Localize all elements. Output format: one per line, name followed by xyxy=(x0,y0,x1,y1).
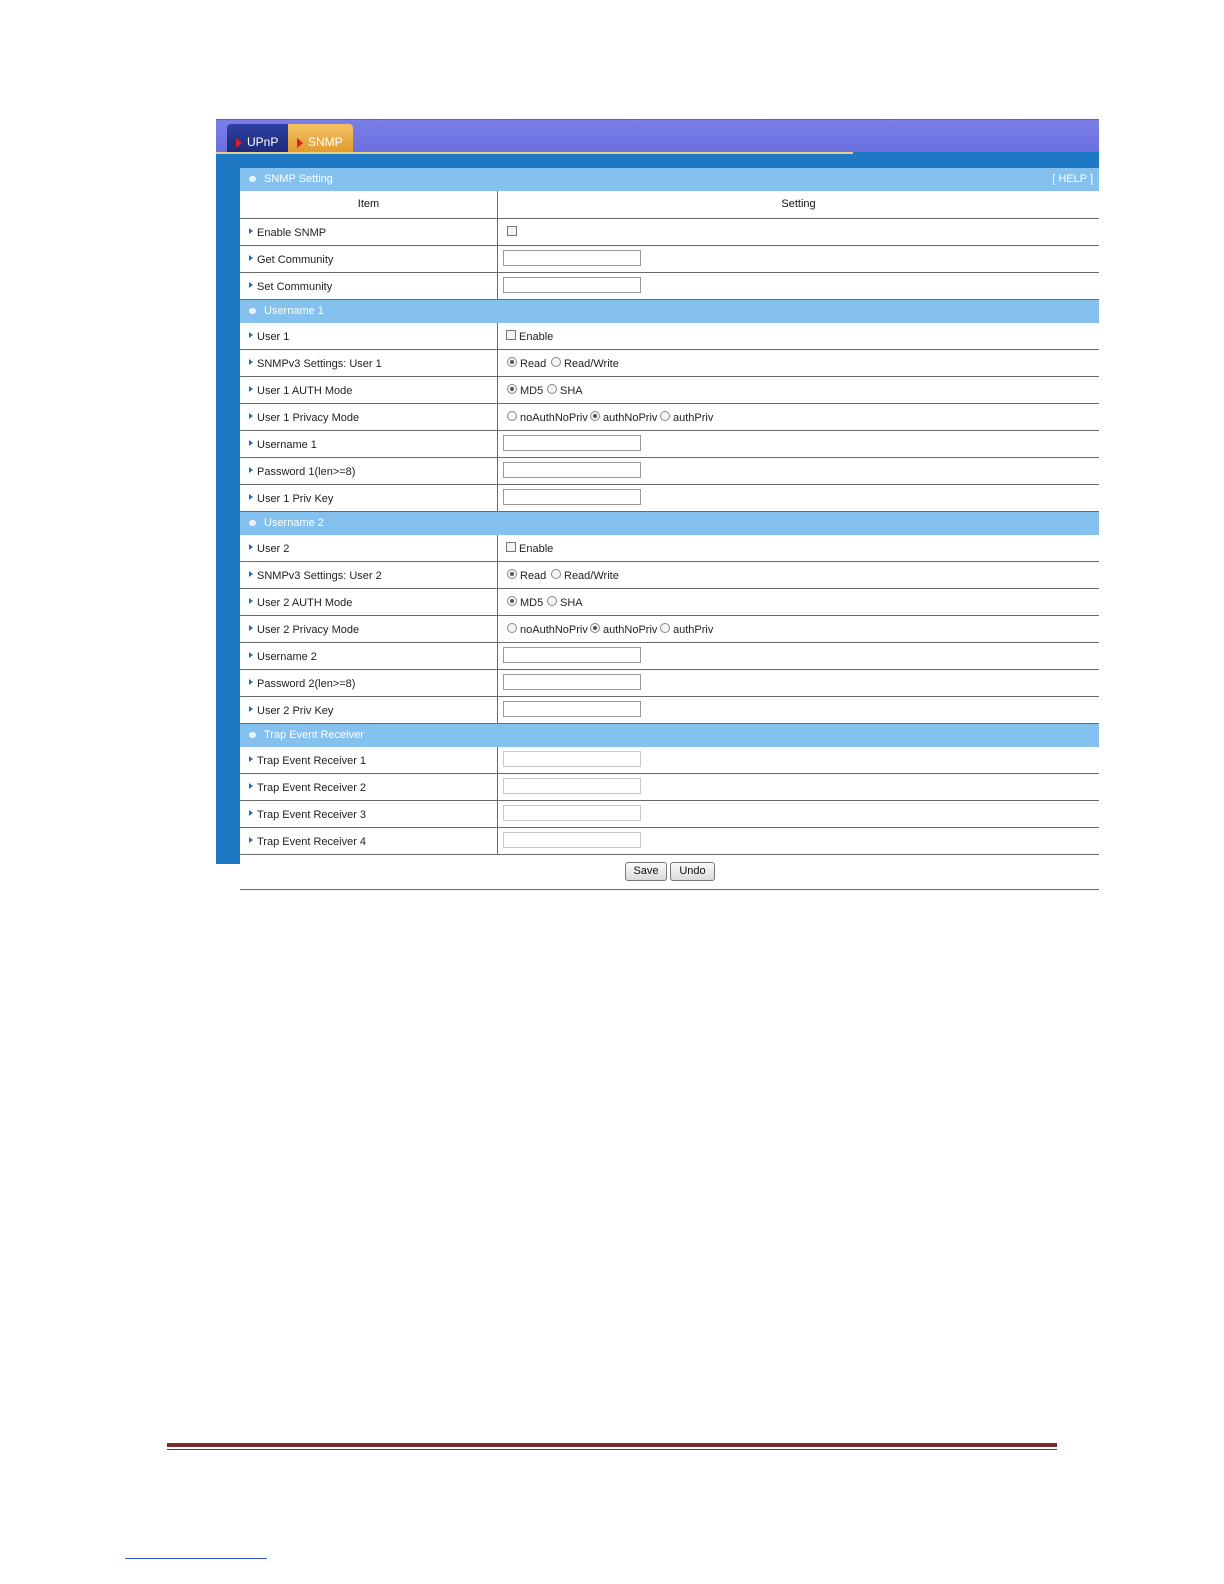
section-trap-event-receiver xyxy=(240,724,1099,747)
row-label: User 2 Privacy Mode xyxy=(257,624,360,636)
row-arrow-icon xyxy=(249,810,253,816)
radio-label: SHA xyxy=(560,597,583,609)
user-1-privkey-input[interactable] xyxy=(503,489,641,505)
row-arrow-icon xyxy=(249,282,253,288)
row-arrow-icon xyxy=(249,386,253,392)
row-arrow-icon xyxy=(249,625,253,631)
row-arrow-icon xyxy=(249,598,253,604)
user-1-authnopriv-radio[interactable] xyxy=(590,411,600,421)
user-1-sha-radio[interactable] xyxy=(547,384,557,394)
get-community-input[interactable] xyxy=(503,250,641,266)
row-arrow-icon xyxy=(249,706,253,712)
user-2-md5-radio[interactable] xyxy=(507,596,517,606)
username-1-input[interactable] xyxy=(503,435,641,451)
row-arrow-icon xyxy=(249,255,253,261)
header-strip xyxy=(216,152,1099,168)
footer-rule xyxy=(167,1443,1057,1447)
row-arrow-icon xyxy=(249,783,253,789)
row-trap-receiver-2 xyxy=(240,774,1099,801)
row-label: Password 2(len>=8) xyxy=(257,678,356,690)
row-label: SNMPv3 Settings: User 1 xyxy=(257,358,382,370)
tab-arrow-icon xyxy=(236,138,242,148)
section-title: Username 1 xyxy=(264,305,324,317)
radio-label: Read xyxy=(520,570,547,582)
tab-snmp-label: SNMP xyxy=(308,135,343,149)
row-username-2 xyxy=(240,643,1099,670)
radio-label: MD5 xyxy=(520,385,544,397)
row-user-2-access xyxy=(240,562,1099,589)
user-2-authpriv-radio[interactable] xyxy=(660,623,670,633)
section-title: SNMP Setting xyxy=(264,173,333,185)
username-2-input[interactable] xyxy=(503,647,641,663)
trap-receiver-2-input[interactable] xyxy=(503,778,641,794)
password-1-input[interactable] xyxy=(503,462,641,478)
section-title: Trap Event Receiver xyxy=(264,729,364,741)
radio-label: authNoPriv xyxy=(603,412,658,424)
row-arrow-icon xyxy=(249,571,253,577)
row-label: User 1 AUTH Mode xyxy=(257,385,353,397)
row-label: User 2 AUTH Mode xyxy=(257,597,353,609)
row-label: User 2 Priv Key xyxy=(257,705,334,717)
enable-label: Enable xyxy=(519,543,554,555)
column-header-setting: Setting xyxy=(781,198,816,210)
tab-snmp[interactable] xyxy=(288,124,353,153)
row-user-1-privkey xyxy=(240,485,1099,512)
router-config-panel xyxy=(216,119,1099,877)
row-arrow-icon xyxy=(249,467,253,473)
row-label: Trap Event Receiver 2 xyxy=(257,782,367,794)
row-label: SNMPv3 Settings: User 2 xyxy=(257,570,382,582)
section-bullet-icon xyxy=(249,176,256,182)
user-1-authpriv-radio[interactable] xyxy=(660,411,670,421)
tab-upnp-label: UPnP xyxy=(247,135,279,149)
row-arrow-icon xyxy=(249,228,253,234)
radio-label: authNoPriv xyxy=(603,624,658,636)
row-label: Username 2 xyxy=(257,651,317,663)
row-label: Username 1 xyxy=(257,439,317,451)
user-2-read-radio[interactable] xyxy=(507,569,517,579)
row-user-1-auth xyxy=(240,377,1099,404)
row-arrow-icon xyxy=(249,756,253,762)
row-user-1 xyxy=(240,323,1099,350)
radio-label: Read/Write xyxy=(564,358,619,370)
top-tab-bar xyxy=(216,119,1099,153)
row-trap-receiver-3 xyxy=(240,801,1099,828)
radio-label: Read/Write xyxy=(564,570,619,582)
row-label: Trap Event Receiver 3 xyxy=(257,809,367,821)
user-1-read-radio[interactable] xyxy=(507,357,517,367)
section-username-2 xyxy=(240,512,1099,535)
enable-snmp-checkbox[interactable] xyxy=(507,226,517,236)
radio-label: SHA xyxy=(560,385,583,397)
user-2-privkey-input[interactable] xyxy=(503,701,641,717)
save-button[interactable]: Save xyxy=(625,862,667,881)
radio-label: authPriv xyxy=(673,412,714,424)
header-divider xyxy=(216,152,853,154)
row-arrow-icon xyxy=(249,837,253,843)
user-1-enable-checkbox[interactable] xyxy=(506,330,516,340)
row-label: Password 1(len>=8) xyxy=(257,466,356,478)
trap-receiver-1-input[interactable] xyxy=(503,751,641,767)
trap-receiver-3-input[interactable] xyxy=(503,805,641,821)
user-2-authnopriv-radio[interactable] xyxy=(590,623,600,633)
row-arrow-icon xyxy=(249,440,253,446)
radio-label: noAuthNoPriv xyxy=(520,624,588,636)
tab-arrow-icon xyxy=(297,138,303,148)
row-arrow-icon xyxy=(249,494,253,500)
row-label: Trap Event Receiver 1 xyxy=(257,755,367,767)
row-user-2-privkey xyxy=(240,697,1099,724)
row-arrow-icon xyxy=(249,679,253,685)
section-bullet-icon xyxy=(249,520,256,526)
row-arrow-icon xyxy=(249,359,253,365)
undo-button[interactable]: Undo xyxy=(670,862,715,881)
radio-label: noAuthNoPriv xyxy=(520,412,588,424)
row-trap-receiver-4 xyxy=(240,828,1099,855)
help-link[interactable]: [ HELP ] xyxy=(1052,173,1093,185)
footer-rule-thin xyxy=(167,1449,1057,1450)
row-password-2 xyxy=(240,670,1099,697)
set-community-input[interactable] xyxy=(503,277,641,293)
row-arrow-icon xyxy=(249,652,253,658)
button-row xyxy=(240,855,1099,890)
row-trap-receiver-1 xyxy=(240,747,1099,774)
row-user-1-access xyxy=(240,350,1099,377)
table-header-row xyxy=(240,191,1099,219)
radio-label: Read xyxy=(520,358,547,370)
snmp-settings-table xyxy=(240,168,1099,890)
row-user-2-privacy xyxy=(240,616,1099,643)
radio-label: MD5 xyxy=(520,597,544,609)
footer-link-underline xyxy=(125,1558,267,1559)
row-label: Get Community xyxy=(257,254,334,266)
row-label: Enable SNMP xyxy=(257,227,327,239)
row-password-1 xyxy=(240,458,1099,485)
row-label: User 2 xyxy=(257,543,290,555)
radio-label: authPriv xyxy=(673,624,714,636)
section-bullet-icon xyxy=(249,732,256,738)
section-snmp-setting xyxy=(240,168,1099,191)
row-username-1 xyxy=(240,431,1099,458)
user-2-sha-radio[interactable] xyxy=(547,596,557,606)
tab-upnp[interactable] xyxy=(227,124,288,153)
column-header-item: Item xyxy=(240,191,498,218)
user-2-readwrite-radio[interactable] xyxy=(551,569,561,579)
section-bullet-icon xyxy=(249,308,256,314)
row-label: User 1 Privacy Mode xyxy=(257,412,360,424)
row-user-2-auth xyxy=(240,589,1099,616)
row-label: User 1 Priv Key xyxy=(257,493,334,505)
row-arrow-icon xyxy=(249,544,253,550)
row-user-2 xyxy=(240,535,1099,562)
left-sidebar-strip xyxy=(216,168,240,864)
section-username-1 xyxy=(240,300,1099,323)
section-title: Username 2 xyxy=(264,517,324,529)
user-1-readwrite-radio[interactable] xyxy=(551,357,561,367)
user-2-enable-checkbox[interactable] xyxy=(506,542,516,552)
user-2-noauthnopriv-radio[interactable] xyxy=(507,623,517,633)
row-set-community xyxy=(240,273,1099,300)
enable-label: Enable xyxy=(519,331,554,343)
row-user-1-privacy xyxy=(240,404,1099,431)
row-label: User 1 xyxy=(257,331,290,343)
row-arrow-icon xyxy=(249,413,253,419)
password-2-input[interactable] xyxy=(503,674,641,690)
row-arrow-icon xyxy=(249,332,253,338)
trap-receiver-4-input[interactable] xyxy=(503,832,641,848)
row-get-community xyxy=(240,246,1099,273)
row-enable-snmp xyxy=(240,219,1099,246)
row-label: Set Community xyxy=(257,281,333,293)
row-label: Trap Event Receiver 4 xyxy=(257,836,367,848)
user-1-md5-radio[interactable] xyxy=(507,384,517,394)
user-1-noauthnopriv-radio[interactable] xyxy=(507,411,517,421)
